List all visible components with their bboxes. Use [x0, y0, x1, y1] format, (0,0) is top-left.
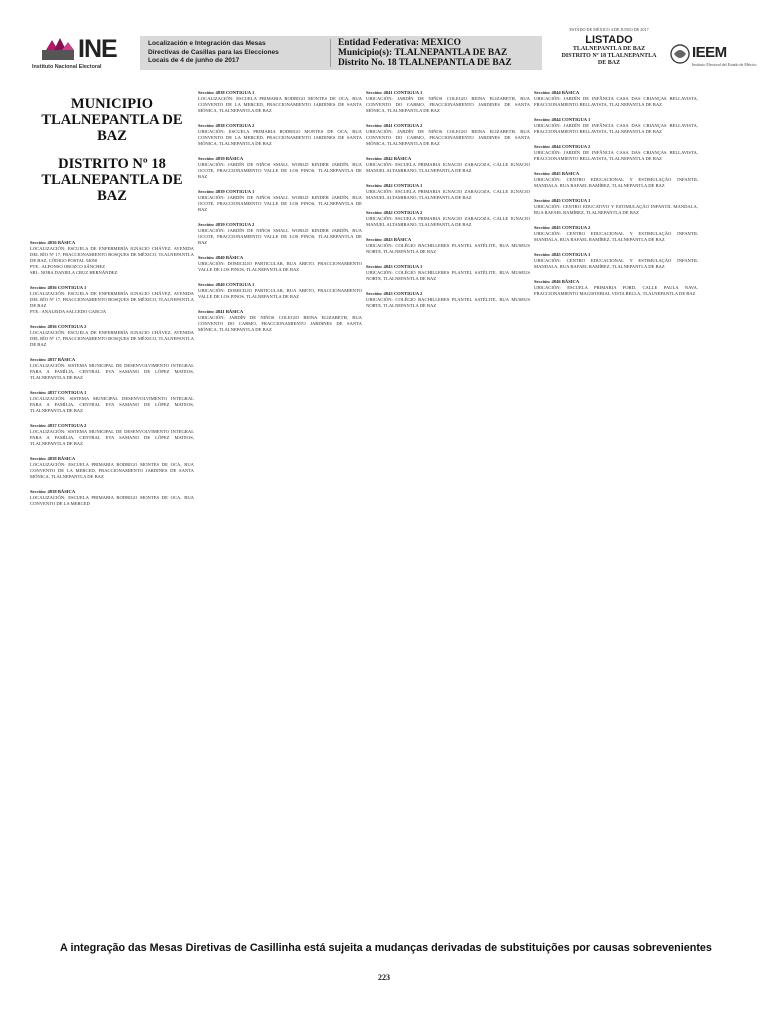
polling-station-entry: [366, 210, 530, 228]
polling-station-entry: [30, 240, 194, 276]
header-band: [140, 36, 542, 70]
ieem-emblem-icon: [670, 43, 690, 65]
ine-logo: [30, 36, 138, 76]
station-location: UBICACIÓN: DOMICILIO PARTICULAR, RUA ABETO, FRACCIONAMIENTO VALLE DE LOS PINOS, TLALNEPANTLA DE BAZ: [198, 261, 362, 272]
section-heading: Sección: 4839 CONTIGUA 1: [198, 189, 255, 194]
polling-station-entry: [534, 225, 698, 243]
station-location: UBICACIÓN: JARDÍN DE INFÂNCIA CASA DAS CRIANÇAS BELLAVISTA, FRACCIONAMIENTO BELLAVISTA, TLALNEPANTLA DE BAZ: [534, 123, 698, 134]
station-location: LOCALIZACIÓN: SISTEMA MUNICIPAL DE DESENVOLVIMENTO INTEGRAL PARA A FAMÍLIA, CENTRAL EVA SAMANO DE LÓPEZ MATEOS, TLALNEPANTLA DE BAZ: [30, 429, 194, 446]
listado-line: DISTRITO Nº 18 TLALNEPANTLA: [561, 52, 657, 59]
section-heading: Sección: 4842 BÁSICA: [366, 156, 412, 161]
polling-station-entry: [30, 324, 194, 348]
column-entries: [534, 90, 698, 297]
ine-logo-text: INE: [78, 35, 117, 63]
section-heading: Sección: 4836 CONTIGUA 2: [30, 324, 87, 329]
polling-station-entry: [366, 90, 530, 114]
municipality-title-line: MUNICIPIO: [70, 96, 154, 112]
station-location: UBICACIÓN: JARDÍN DE NIÑOS COLEGIO REINA ELIZABETH, RUA CONVENTO DO CARMO, FRACCIONAMIENTO JARDINES DE SANTA MÓNICA, TLALNEPANTLA DE BAZ: [198, 315, 362, 332]
station-location: UBICACIÓN: ESCUELA PRIMARIA IGNACIO ZARAGOZA, CALLE IGNACIO MANUEL ALTAMIRANO, TLALNEPANTLA DE BAZ: [366, 189, 530, 200]
polling-station-entry: [366, 237, 530, 255]
column-4: [534, 90, 698, 915]
station-location: UBICACIÓN: CENTRO EDUCACIONAL Y ESTIMULAÇÃO INFANTIL MANDALA, RUA RAFAEL RAMÍREZ, TLALNEPANTLA DE BAZ: [534, 258, 698, 269]
polling-station-entry: [198, 156, 362, 180]
section-heading: Sección: 4837 CONTIGUA 2: [30, 423, 87, 428]
column-entries: [30, 240, 194, 507]
section-heading: Sección: 4843 CONTIGUA 1: [366, 264, 423, 269]
section-heading: Sección: 4839 BÁSICA: [198, 156, 244, 161]
polling-station-entry: [534, 117, 698, 135]
polling-station-entry: [198, 255, 362, 273]
section-heading: Sección: 4841 CONTIGUA 1: [366, 90, 423, 95]
section-heading: Sección: 4840 BÁSICA: [198, 255, 244, 260]
section-heading: Sección: 4843 BÁSICA: [366, 237, 412, 242]
station-location: UBICACIÓN: CENTRO EDUCACIONAL Y ESTIMULAÇÃO INFANTIL MANDALA, RUA RAFAEL RAMÍREZ, TLALNEPANTLA DE BAZ: [534, 231, 698, 242]
section-heading: Sección: 4845 BÁSICA: [534, 171, 580, 176]
official-line: PTE.: ALFONSO OROZCO SÁNCHEZ: [30, 264, 106, 269]
ine-subtitle: Instituto Nacional Electoral: [32, 64, 102, 70]
section-heading: Sección: 4839 CONTIGUA 2: [198, 222, 255, 227]
station-location: UBICACIÓN: JARDÍN DE NIÑOS SMALL WORLD KINDER JARDÍN, RUA OCOTE, FRACCIONAMIENTO VALLE DE LOS PINOS, TLALNEPANTLA DE BAZ: [198, 228, 362, 245]
column-entries: [366, 90, 530, 309]
header-band-left: [148, 40, 328, 66]
section-heading: Sección: 4837 CONTIGUA 1: [30, 390, 87, 395]
polling-station-entry: [366, 183, 530, 201]
district-line: Distrito No. 18 TLALNEPANTLA DE BAZ: [338, 57, 512, 68]
polling-station-entry: [30, 285, 194, 315]
station-location: LOCALIZACIÓN: ESCUELA DE ENFERMERÍA IGNACIO CHÁVEZ, AVENIDA DEL RÍO Nº 17, FRACCIONAMIENTO BOSQUES DE MÉXICO, TLALNEPANTLA DE BAZ: [30, 291, 194, 308]
polling-station-entry: [366, 123, 530, 147]
section-heading: Sección: 4846 BÁSICA: [534, 279, 580, 284]
section-heading: Sección: 4838 BÁSICA: [30, 456, 76, 461]
station-location: LOCALIZACIÓN: ESCUELA PRIMARIA RODRIGO MONTES DE OCA, RUA CONVENTO DE LA MERCED: [30, 495, 194, 506]
polling-station-entry: [198, 282, 362, 300]
header-band-left-line: Localización e Integración das Mesas: [148, 40, 266, 47]
column-2: [198, 90, 362, 915]
polling-station-entry: [534, 279, 698, 297]
section-heading: Sección: 4836 CONTIGUA 1: [30, 285, 87, 290]
polling-station-entry: [30, 390, 194, 414]
listado-block: [555, 27, 663, 66]
station-location: LOCALIZACIÓN: ESCUELA DE ENFERMERÍA IGNACIO CHÁVEZ, AVENIDA DEL RÍO Nº 17, FRACCIONAMIENTO BOSQUES DE MÉXICO, TLALNEPANTLA DE BAZ: [30, 330, 194, 347]
section-heading: Sección: 4841 CONTIGUA 2: [366, 123, 423, 128]
station-location: UBICACIÓN: ESCUELA PRIMARIA FORD, CALLE PAULA NAVA, FRACCIONAMIENTO MAGISTERIAL VISTA BELLA, TLALNEPANTLA DE BAZ: [534, 285, 698, 296]
polling-station-entry: [534, 198, 698, 216]
polling-station-entry: [198, 90, 362, 114]
column-1: [30, 90, 194, 915]
polling-station-entry: [534, 90, 698, 108]
station-location: LOCALIZACIÓN: ESCUELA PRIMARIA RODRIGO MONTES DE OCA, RUA CONVENTO DE LA MERCED, FRACCIONAMIENTO JARDINES DE SANTA MÓNICA, TLALNEPANTLA DE BAZ: [198, 96, 362, 113]
polling-station-entry: [198, 309, 362, 333]
section-heading: Sección: 4840 CONTIGUA 1: [198, 282, 255, 287]
polling-station-entry: [198, 222, 362, 246]
station-location: UBICACIÓN: JARDÍN DE INFÂNCIA CASA DAS CRIANÇAS BELLAVISTA, FRACCIONAMIENTO BELLAVISTA, TLALNEPANTLA DE BAZ: [534, 96, 698, 107]
station-location: LOCALIZACIÓN: ESCUELA DE ENFERMERÍA IGNACIO CHÁVEZ, AVENIDA DEL RÍO Nº 17, FRACCIONAMIENTO BOSQUES DE MÉXICO, TLALNEPANTLA DE BAZ, CÓDIGO POSTAL 54050: [30, 246, 194, 263]
section-heading: Sección: 4837 BÁSICA: [30, 357, 76, 362]
ieem-logo-text: IEEM: [692, 44, 727, 61]
ieem-subtitle: Instituto Electoral del Estado de México: [692, 62, 757, 67]
page-header: [30, 27, 757, 82]
column-3: [366, 90, 530, 915]
section-heading: Sección: 4838 CONTIGUA 1: [198, 90, 255, 95]
municipality-title: [30, 96, 194, 204]
station-location: UBICACIÓN: JARDÍN DE NIÑOS SMALL WORLD KINDER JARDÍN, RUA OCOTE, FRACCIONAMIENTO VALLE DE LOS PINOS, TLALNEPANTLA DE BAZ: [198, 162, 362, 179]
polling-station-entry: [30, 456, 194, 480]
section-heading: Sección: 4836 BÁSICA: [30, 240, 76, 245]
station-location: UBICACIÓN: JARDÍN DE NIÑOS COLEGIO REINA ELIZABETH, RUA CONVENTO DO CARMO, FRACCIONAMIENTO JARDINES DE SANTA MÓNICA, TLALNEPANTLA DE BAZ: [366, 129, 530, 146]
station-location: UBICACIÓN: CENTRO EDUCATIVO Y ESTIMULAÇÃO INFANTIL MANDALA, RUA RAFAEL RAMÍREZ, TLALNEPANTLA DE BAZ: [534, 204, 698, 215]
section-heading: Sección: 4844 CONTIGUA 2: [534, 144, 591, 149]
official-line: PTE.: ANALEIDA SALCEDO GARCIA: [30, 309, 107, 314]
header-band-left-line: Locais de 4 de junho de 2017: [148, 57, 240, 65]
station-location: UBICACIÓN: JARDÍN DE INFÂNCIA CASA DAS CRIANÇAS BELLAVISTA, FRACCIONAMIENTO BELLAVISTA, TLALNEPANTLA DE BAZ: [534, 150, 698, 161]
polling-station-entry: [534, 252, 698, 270]
station-location: LOCALIZACIÓN: SISTEMA MUNICIPAL DE DESENVOLVIMENTO INTEGRAL PARA A FAMÍLIA, CENTRAL EVA SAMANO DE LÓPEZ MATEOS, TLALNEPANTLA DE BAZ: [30, 363, 194, 380]
station-location: UBICACIÓN: CENTRO EDUCACIONAL Y ESTIMULAÇÃO INFANTIL MANDALA, RUA RAFAEL RAMÍREZ, TLALNEPANTLA DE BAZ: [534, 177, 698, 188]
section-heading: Sección: 4845 CONTIGUA 3: [534, 252, 591, 257]
station-location: LOCALIZACIÓN: SISTEMA MUNICIPAL DESENVOLVIMENTO INTEGRAL PARA A FAMÍLIA, CENTRAL EVA SAMANO DE LÓPEZ MATEOS, TLALNEPANTLA DE BAZ: [30, 396, 194, 413]
section-heading: Sección: 4845 CONTIGUA 2: [534, 225, 591, 230]
station-location: LOCALIZACIÓN: ESCUELA PRIMARIA RODRIGO MONTES DE OCA, RUA CONVENTO DE LA MERCED, FRACCIONAMIENTO JARDINES DE SANTA MÓNICA, TLALNEPANTLA DE BAZ: [30, 462, 194, 479]
station-location: UBICACIÓN: COLÉGIO BACHILLERES PLANTEL SATÉLITE, RUA MUSEUS NORTE, TLALNEPANTLA DE BAZ: [366, 297, 530, 308]
page-number: 223: [378, 973, 390, 982]
municipality-line: Municipio(s): TLALNEPANTLA DE BAZ: [338, 47, 508, 58]
footer-notice: A integração das Mesas Diretivas de Casillinha está sujeita a mudanças derivadas de substituições por causas sobrevenientes: [60, 942, 712, 954]
entity-line: Entidad Federativa: MEXICO: [338, 38, 461, 48]
listado-line: TLALNEPANTLA DE BAZ: [572, 46, 646, 52]
polling-station-entry: [30, 489, 194, 507]
polling-station-entry: [534, 144, 698, 162]
listado-title: LISTADO: [585, 34, 633, 46]
station-location: UBICACIÓN: DOMICILIO PARTICULAR, RUA ABETO, FRACCIONAMIENTO VALLE DE LOS PINOS, TLALNEPANTLA DE BAZ: [198, 288, 362, 299]
station-location: UBICACIÓN: JARDÍN DE NIÑOS COLEGIO REINA ELIZABETH, RUA CONVENTO DO CARMO, FRACCIONAMIENTO JARDINES DE SANTA MÓNICA, TLALNEPANTLA DE BAZ: [366, 96, 530, 113]
polling-station-entry: [30, 357, 194, 381]
polling-station-entry: [198, 123, 362, 147]
official-line: SRI.: NORA DANIELA CRUZ HERNÁNDEZ: [30, 270, 118, 275]
district-title-line: TLALNEPANTLA DE BAZ: [41, 172, 183, 204]
listado-top-line: ESTADO DE MÉXICO 4 DE JUNIO DE 2017: [569, 27, 649, 32]
polling-station-entry: [366, 264, 530, 282]
station-location: UBICACIÓN: COLÉGIO BACHILLERES PLANTEL SATÉLITE, RUA MUSEUS NORTE, TLALNEPANTLA DE BAZ: [366, 243, 530, 254]
station-location: UBICACIÓN: ESCUELA PRIMARIA IGNACIO ZARAGOZA, CALLE IGNACIO MANUEL ALTAMIRANO, TLALNEPANTLA DE BAZ: [366, 162, 530, 173]
section-heading: Sección: 4845 CONTIGUA 1: [534, 198, 591, 203]
column-entries: [198, 90, 362, 333]
header-band-left-line: Directivas de Casillas para las Elecciones: [148, 48, 279, 56]
polling-station-entry: [534, 171, 698, 189]
ine-emblem-icon: [40, 36, 76, 62]
polling-station-entry: [198, 189, 362, 213]
section-heading: Sección: 4843 CONTIGUA 2: [366, 291, 423, 296]
section-heading: Sección: 4838 CONTIGUA 2: [198, 123, 255, 128]
polling-station-entry: [366, 156, 530, 174]
header-band-divider: [330, 39, 331, 67]
polling-station-entry: [366, 291, 530, 309]
section-heading: Sección: 4842 CONTIGUA 2: [366, 210, 423, 215]
station-location: UBICACIÓN: JARDÍN DE NIÑOS SMALL WORLD KINDER JARDÍN, RUA OCOTE, FRACCIONAMIENTO VALLE DE LOS PINOS, TLALNEPANTLA DE BAZ: [198, 195, 362, 212]
listado-line: DE BAZ: [597, 59, 621, 66]
district-title-line: DISTRITO Nº 18: [58, 156, 166, 172]
section-heading: Sección: 4842 CONTIGUA 1: [366, 183, 423, 188]
section-heading: Sección: 4844 CONTIGUA 1: [534, 117, 591, 122]
station-location: UBICACIÓN: COLÉGIO BACHILLERES PLANTEL SATÉLITE, RUA MUSEUS NORTE, TLALNEPANTLA DE BAZ: [366, 270, 530, 281]
section-heading: Sección: 4841 BÁSICA: [198, 309, 244, 314]
station-location: UBICACIÓN: ESCUELA PRIMARIA IGNACIO ZARAGOZA, CALLE IGNACIO MANUEL ALTAMIRANO, TLALNEPANTLA DE BAZ: [366, 216, 530, 227]
section-heading: Sección: 4838 BÁSICA: [30, 489, 76, 494]
station-location: UBICACIÓN: ESCUELA PRIMARIA RODRIGO MONTES DE OCA, RUA CONVENTO DE LA MERCED, FRACCIONAMIENTO JARDINES DE SANTA MÓNICA, TLALNEPANTLA DE BAZ: [198, 129, 362, 146]
municipality-title-line: TLALNEPANTLA DE BAZ: [41, 112, 183, 144]
polling-station-entry: [30, 423, 194, 447]
section-heading: Sección: 4844 BÁSICA: [534, 90, 580, 95]
header-band-right: [338, 39, 538, 68]
ieem-logo: [670, 42, 757, 74]
